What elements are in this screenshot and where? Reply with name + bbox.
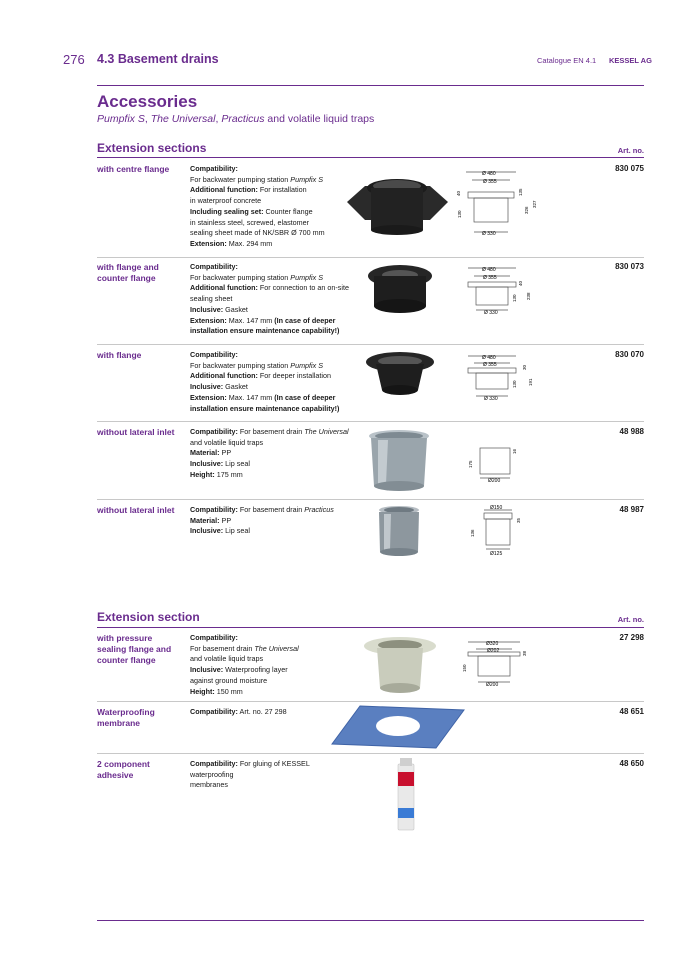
description-line: Material: PP: [190, 515, 232, 525]
description-line: membranes: [190, 780, 228, 790]
description-line: For backwater pumping station Pumpfix S: [190, 360, 324, 370]
row-description: [190, 164, 350, 250]
row-label: with flange and counter flange: [97, 262, 159, 283]
footer-rule: [97, 920, 644, 921]
svg-text:135: 135: [518, 188, 523, 196]
description-line: Compatibility: For basement drain The Universal: [190, 427, 349, 436]
header-rule: [97, 85, 644, 86]
row-label: 2 component adhesive: [97, 759, 150, 780]
row-divider: [97, 421, 644, 422]
svg-text:Ø 330: Ø 330: [484, 396, 498, 402]
row-label: with flange: [97, 350, 142, 360]
svg-text:130: 130: [512, 294, 517, 302]
description-line: Inclusive: Waterproofing layer: [190, 665, 288, 675]
description-line: installation ensure maintenance capability!): [190, 403, 340, 413]
product-image-flange-counter-flange: [360, 262, 440, 316]
svg-text:130: 130: [512, 380, 517, 388]
svg-text:Ø 480: Ø 480: [482, 267, 496, 273]
row-label: with pressure sealing flange and counter flange: [97, 633, 172, 665]
row-description: [190, 759, 350, 791]
description-line: Compatibility:: [190, 164, 238, 173]
section-title-extension-sections: Extension sections: [97, 141, 207, 155]
product-image-flange: [360, 350, 440, 400]
article-number: 48 988: [619, 427, 644, 436]
description-line: Extension: Max. 294 mm: [190, 238, 273, 248]
svg-text:136: 136: [470, 529, 475, 537]
article-number: 48 651: [619, 707, 644, 716]
row-description: [190, 633, 350, 697]
section-heading: 4.3 Basement drains: [97, 52, 219, 66]
description-line: Additional function: For installation: [190, 185, 307, 195]
description-line: in waterproof concrete: [190, 196, 262, 206]
svg-text:327: 327: [532, 200, 537, 208]
description-line: in stainless steel, screwed, elastomer: [190, 217, 310, 227]
row-label: Waterproofing membrane: [97, 707, 155, 728]
article-number: 830 075: [615, 164, 644, 173]
product-image-extension-universal: [366, 428, 432, 494]
section-rule: [97, 627, 644, 628]
svg-text:130: 130: [457, 210, 462, 218]
row-label: with centre flange: [97, 164, 170, 174]
description-line: Compatibility:: [190, 350, 238, 359]
description-line: and volatile liquid traps: [190, 437, 264, 447]
svg-text:Ø 480: Ø 480: [482, 355, 496, 361]
description-line: Compatibility:: [190, 262, 238, 271]
row-description: [190, 505, 350, 537]
row-description: [190, 262, 350, 337]
article-number: 830 073: [615, 262, 644, 271]
technical-drawing: [456, 350, 546, 404]
row-divider: [97, 701, 644, 702]
svg-text:16: 16: [512, 448, 517, 454]
description-line: against ground moisture: [190, 675, 268, 685]
description-line: Compatibility:: [190, 633, 238, 642]
page-title: Accessories: [97, 92, 198, 111]
row-description: [190, 427, 350, 481]
row-description: [190, 350, 350, 414]
art-no-header: Art. no.: [617, 146, 644, 155]
technical-drawing: [466, 503, 532, 559]
description-line: and volatile liquid traps: [190, 654, 264, 664]
description-line: For backwater pumping station Pumpfix S: [190, 174, 324, 184]
section-rule: [97, 157, 644, 158]
row-label: without lateral inlet: [97, 505, 175, 515]
technical-drawing: [458, 636, 538, 688]
section-title-extension-section: Extension section: [97, 610, 200, 624]
product-image-waterproofing-membrane: [330, 704, 466, 750]
description-line: Including sealing set: Counter flange: [190, 206, 313, 216]
description-line: Inclusive: Gasket: [190, 382, 248, 392]
row-divider: [97, 257, 644, 258]
svg-text:Ø200: Ø200: [486, 682, 499, 688]
row-divider: [97, 753, 644, 754]
description-line: Inclusive: Lip seal: [190, 459, 250, 469]
svg-text:Ø125: Ø125: [490, 551, 503, 557]
description-line: Extension: Max. 147 mm (In case of deeper: [190, 315, 336, 325]
description-line: For backwater pumping station Pumpfix S: [190, 272, 324, 282]
svg-text:Ø 355: Ø 355: [483, 179, 497, 185]
svg-text:Ø 480: Ø 480: [482, 171, 496, 177]
description-line: For basement drain The Universal: [190, 643, 299, 653]
description-line: Height: 150 mm: [190, 686, 243, 696]
article-number: 830 070: [615, 350, 644, 359]
svg-text:40: 40: [518, 280, 523, 286]
svg-text:35: 35: [516, 517, 521, 523]
row-divider: [97, 499, 644, 500]
svg-text:Ø 355: Ø 355: [483, 275, 497, 281]
svg-text:Ø320: Ø320: [486, 641, 499, 647]
product-image-centre-flange: [345, 166, 450, 238]
description-line: Compatibility: Art. no. 27 298: [190, 707, 287, 716]
svg-text:40: 40: [456, 190, 461, 196]
product-image-pressure-flange: [362, 634, 438, 696]
svg-text:Ø 330: Ø 330: [482, 231, 496, 237]
description-line: Additional function: For deeper installation: [190, 371, 331, 381]
svg-text:326: 326: [524, 206, 529, 214]
description-line: Inclusive: Lip seal: [190, 526, 250, 536]
description-line: Compatibility: For basement drain Practicus: [190, 505, 334, 514]
page-number: 276: [63, 52, 85, 67]
company-name: KESSEL AG: [609, 56, 652, 65]
art-no-header: Art. no.: [617, 615, 644, 624]
svg-text:150: 150: [462, 664, 467, 672]
description-line: Inclusive: Gasket: [190, 304, 248, 314]
description-line: sealing sheet: [190, 294, 233, 304]
svg-text:Ø200: Ø200: [488, 478, 501, 484]
product-image-extension-practicus: [376, 504, 422, 558]
description-line: Height: 175 mm: [190, 469, 243, 479]
row-divider: [97, 344, 644, 345]
article-number: 48 650: [619, 759, 644, 768]
description-line: Compatibility: For gluing of KESSEL waterproofing: [190, 759, 310, 779]
svg-text:175: 175: [468, 460, 473, 468]
row-label: without lateral inlet: [97, 427, 175, 437]
svg-text:238: 238: [526, 292, 531, 300]
description-line: Additional function: For connection to an on-site: [190, 283, 349, 293]
description-line: Material: PP: [190, 448, 232, 458]
svg-text:Ø202: Ø202: [487, 648, 500, 654]
catalogue-label: Catalogue EN 4.1: [537, 56, 597, 65]
svg-text:191: 191: [528, 378, 533, 386]
description-line: Extension: Max. 147 mm (In case of deeper: [190, 392, 336, 402]
description-line: sealing sheet made of NK/SBR Ø 700 mm: [190, 228, 325, 238]
description-line: installation ensure maintenance capability!): [190, 326, 340, 336]
svg-text:30: 30: [522, 364, 527, 370]
technical-drawing: [466, 440, 526, 484]
page-subtitle: Pumpfix S, The Universal, Practicus and volatile liquid traps: [97, 113, 375, 125]
svg-text:Ø 355: Ø 355: [483, 362, 497, 368]
svg-text:38: 38: [522, 650, 527, 656]
product-image-adhesive-cartridge: [394, 758, 418, 832]
technical-drawing: [456, 262, 546, 318]
article-number: 27 298: [619, 633, 644, 642]
svg-text:Ø 330: Ø 330: [484, 310, 498, 316]
article-number: 48 987: [619, 505, 644, 514]
row-description: [190, 707, 350, 718]
technical-drawing: [456, 166, 546, 240]
svg-text:Ø150: Ø150: [490, 505, 503, 511]
